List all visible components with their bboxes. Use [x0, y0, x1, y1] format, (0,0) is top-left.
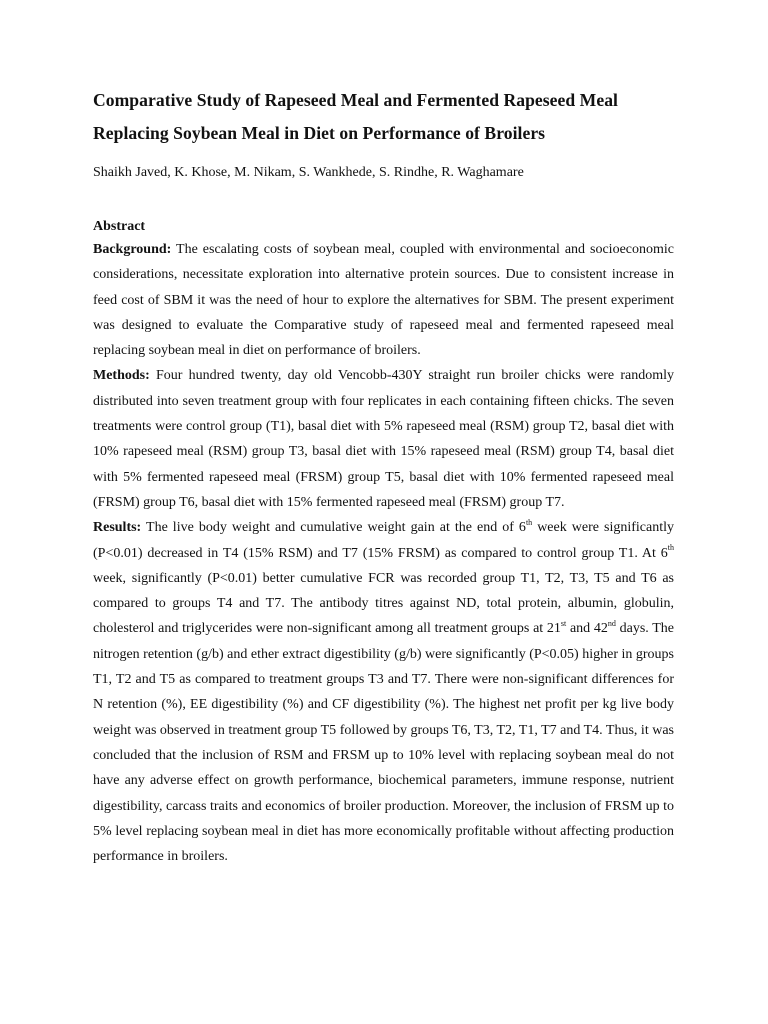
results-text-1: The live body weight and cumulative weight gain at the end of 6	[141, 520, 526, 536]
background-paragraph	[93, 237, 674, 363]
methods-text: Four hundred twenty, day old Vencobb-430Y straight run broiler chicks were randomly distributed into seven treatment group with four replicates in each containing fifteen chicks. The seven treatments were control group (T1), basal diet with 5% rapeseed meal (RSM) group T2, basal diet with 10% rapeseed meal (RSM) group T3, basal diet with 15% rapeseed meal (RSM) group T4, basal diet with 5% fermented rapeseed meal (FRSM) group T5, basal diet with 10% fermented rapeseed meal (FRSM) group T6, basal diet with 15% fermented rapeseed meal (FRSM) group T7.	[93, 368, 674, 510]
abstract-heading: Abstract	[93, 219, 146, 234]
background-text: The escalating costs of soybean meal, coupled with environmental and socioeconomic considerations, necessitate exploration into alternative protein sources. Due to consistent increase in feed cost of SBM it was the need of hour to explore the alternatives for SBM. The present experiment was designed to evaluate the Comparative study of rapeseed meal and fermented rapeseed meal replacing soybean meal in diet on performance of broilers.	[93, 242, 674, 359]
methods-paragraph	[93, 363, 674, 515]
results-text-2: week were significantly (P<0.01) decreased in T4 (15% RSM) and T7 (15% FRSM) as compared to control group T1. At 6	[93, 520, 674, 561]
results-superscript-3: st	[560, 618, 567, 628]
author-list: Shaikh Javed, K. Khose, M. Nikam, S. Wankhede, S. Rindhe, R. Waghamare	[93, 165, 524, 180]
results-text-3: week, significantly (P<0.01) better cumulative FCR was recorded group T1, T2, T3, T5 and T6 as compared to groups T4 and T7. The antibody titres against ND, total protein, albumin, globulin, cholesterol and triglycerides were non-significant among all treatment groups at 21	[93, 570, 674, 637]
results-superscript-1: th	[525, 517, 533, 527]
paper-page	[93, 84, 674, 869]
methods-label: Methods:	[93, 368, 150, 384]
results-text-4: and 42	[566, 621, 608, 637]
paper-title: Comparative Study of Rapeseed Meal and Fermented Rapeseed Meal Replacing Soybean Meal in Diet on Performance of Broilers	[93, 90, 618, 143]
results-paragraph	[93, 515, 674, 869]
background-label: Background:	[93, 242, 172, 257]
results-superscript-4: nd	[607, 618, 616, 628]
results-superscript-2: th	[667, 542, 674, 552]
results-text-5: days. The nitrogen retention (g/b) and ether extract digestibility (g/b) were significantly (P<0.05) higher in groups T1, T2 and T5 as compared to treatment groups T3 and T7. There were non-significant differences for N retention (%), EE digestibility (%) and CF digestibility (%). The highest net profit per kg live body weight was observed in treatment group T5 followed by groups T6, T3, T2, T1, T7 and T4. Thus, it was concluded that the inclusion of RSM and FRSM up to 10% level with replacing soybean meal do not have any adverse effect on growth performance, biochemical parameters, immune response, nutrient digestibility, carcass traits and economics of broiler production. Moreover, the inclusion of FRSM up to 5% level replacing soybean meal in diet has more economically profitable without affecting production performance in broilers.	[93, 621, 674, 865]
results-label: Results:	[93, 520, 142, 536]
